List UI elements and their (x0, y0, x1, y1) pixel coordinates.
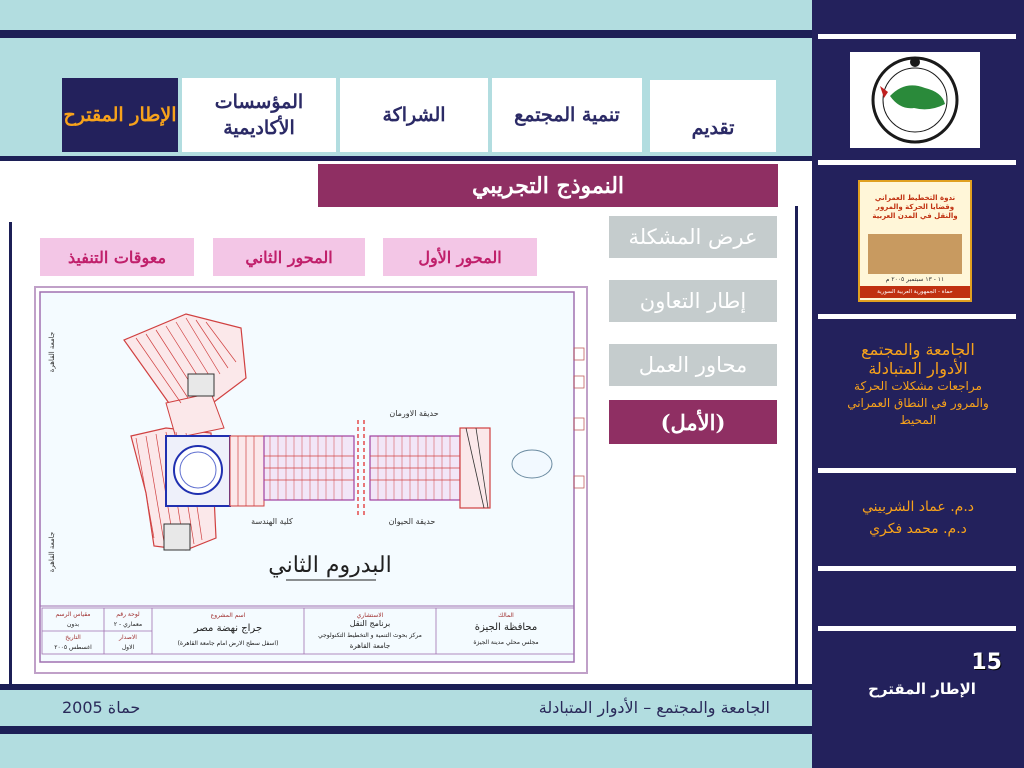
engineering-label: كلية الهندسة (251, 517, 293, 526)
sidebar-subtitle-line3: المحيط (899, 413, 937, 427)
tb-scale-label: مقياس الرسم (55, 611, 91, 618)
tb-revision-label: الاصدار (119, 634, 137, 641)
conference-dates: ١١ - ١٣ سبتمبر ٢٠٠٥ م (885, 276, 945, 283)
tab-academic-institutions[interactable] (182, 78, 336, 152)
implementation-obstacles-button[interactable] (40, 238, 194, 276)
header-top-band (0, 0, 812, 30)
sidebar-title-line2: الأدوار المتبادلة (868, 359, 968, 378)
connector-ramps (230, 436, 264, 506)
tab-community-development[interactable] (492, 78, 642, 152)
tb-date: اغسطس ٢٠٠٥ (54, 644, 92, 651)
sidebar-title-block (812, 340, 1024, 429)
sidebar-section-label: الإطار المقترح (868, 680, 976, 698)
parking-hall-a (264, 436, 354, 500)
sidebar-authors (812, 496, 1024, 540)
tb-project: جراج نهضة مصر (193, 623, 263, 634)
service-block-bottom (164, 524, 190, 550)
tb-project-sub: (اسفل سطح الارض امام جامعة القاهرة) (177, 640, 279, 647)
button-label: عرض المشكلة (628, 225, 758, 249)
tab-label: الشراكة (382, 104, 446, 126)
conference-poster (858, 180, 972, 302)
sidebar-title-line1: الجامعة والمجتمع (861, 340, 975, 359)
garage-plan-svg (36, 288, 586, 672)
drawing-main-title: البدروم الثاني (268, 553, 392, 578)
header-top-rule (0, 30, 812, 38)
axis-first-button[interactable] (383, 238, 537, 276)
zoo-label: حديقة الحيوان (388, 517, 436, 526)
cairo-univ-label-top: جامعة القاهرة (48, 331, 56, 373)
axis-label: معوقات التنفيذ (68, 247, 167, 267)
east-ramp (460, 428, 490, 508)
tb-sheet-label: لوحة رقم (116, 611, 140, 618)
tab-proposed-framework[interactable] (62, 78, 178, 152)
sidebar-divider (818, 34, 1016, 39)
conference-title: ندوة التخطيط العمراني وقضايا الحركة والمرور والنقل في المدن العربية (872, 194, 958, 220)
plaza-oval (512, 450, 552, 478)
sidebar-subtitle-line2: والمرور في النطاق العمراني (847, 396, 989, 410)
cooperation-framework-button[interactable] (609, 280, 777, 322)
tab-label: تنمية المجتمع (514, 104, 620, 126)
sidebar-divider (818, 566, 1016, 571)
footer-title: الجامعة والمجتمع – الأدوار المتبادلة (538, 698, 770, 717)
parking-hall-b (370, 436, 460, 500)
tb-owner: محافظة الجيزة (474, 622, 538, 633)
button-label: (الأمل) (660, 409, 726, 435)
banner-title: النموذج التجريبي (471, 172, 625, 199)
sidebar-divider (818, 468, 1016, 473)
header-bottom-rule (0, 156, 812, 161)
sidebar-divider (818, 626, 1016, 631)
tb-center: مركز بحوث التنمية و التخطيط التكنولوجي (318, 632, 422, 639)
conference-place: حماة - الجمهورية العربية السورية (860, 286, 970, 298)
tab-label: تقديم (691, 117, 735, 139)
show-problem-button[interactable] (609, 216, 777, 258)
tb-sheet: معماري - ٢ (113, 621, 143, 628)
tb-program: برنامج النقل (349, 619, 391, 628)
work-axes-button[interactable] (609, 344, 777, 386)
button-label: إطار التعاون (639, 289, 747, 313)
footer-place-year: حماة 2005 (62, 698, 141, 717)
axis-second-button[interactable] (213, 238, 365, 276)
right-sidebar (812, 0, 1024, 768)
tb-date-label: التاريخ (65, 634, 81, 641)
sheet-margin-marks (574, 348, 584, 488)
institute-logo (850, 52, 980, 148)
footer-bottom-band (0, 734, 812, 768)
left-frame-line (9, 222, 12, 688)
service-block-top (188, 374, 214, 396)
footer-bottom-rule (0, 726, 812, 734)
tb-revision: الاول (121, 644, 135, 651)
tab-introduction[interactable] (650, 80, 776, 152)
author-1: د.م. عماد الشربيني (861, 499, 975, 515)
park-label: حديقة الاورمان (389, 409, 439, 418)
slide-number: 15 (971, 650, 1002, 675)
right-frame-line (795, 206, 798, 688)
author-2: د.م. محمد فكري (869, 521, 967, 537)
section-banner (318, 164, 778, 207)
tab-partnership[interactable] (340, 78, 488, 152)
sidebar-divider (818, 314, 1016, 319)
axis-label: المحور الثاني (245, 247, 333, 267)
tb-owner-sub: مجلس محلي مدينة الجيزة (473, 639, 539, 646)
tb-university: جامعة القاهرة (349, 642, 391, 650)
tab-label: الإطار المقترح (63, 104, 177, 126)
sidebar-subtitle-line1: مراجعات مشكلات الحركة (854, 379, 982, 393)
tab-label: المؤسسات الأكاديمية (214, 91, 304, 139)
tb-scale: بدون (66, 621, 80, 628)
tb-consultant-label: الاستشاري (356, 612, 384, 619)
cairo-univ-label-bottom: جامعة القاهرة (48, 531, 56, 573)
garage-plan-drawing (34, 286, 588, 674)
hope-button[interactable] (609, 400, 777, 444)
tb-project-label: اسم المشروع (210, 612, 246, 619)
button-label: محاور العمل (638, 353, 748, 377)
logo-emblem-icon (850, 52, 980, 148)
axis-label: المحور الأول (418, 247, 502, 267)
sidebar-divider (818, 160, 1016, 165)
central-rotunda (166, 436, 230, 506)
tb-owner-label: المالك (498, 612, 514, 619)
conference-photo (868, 234, 962, 274)
footer-bar (0, 690, 812, 726)
